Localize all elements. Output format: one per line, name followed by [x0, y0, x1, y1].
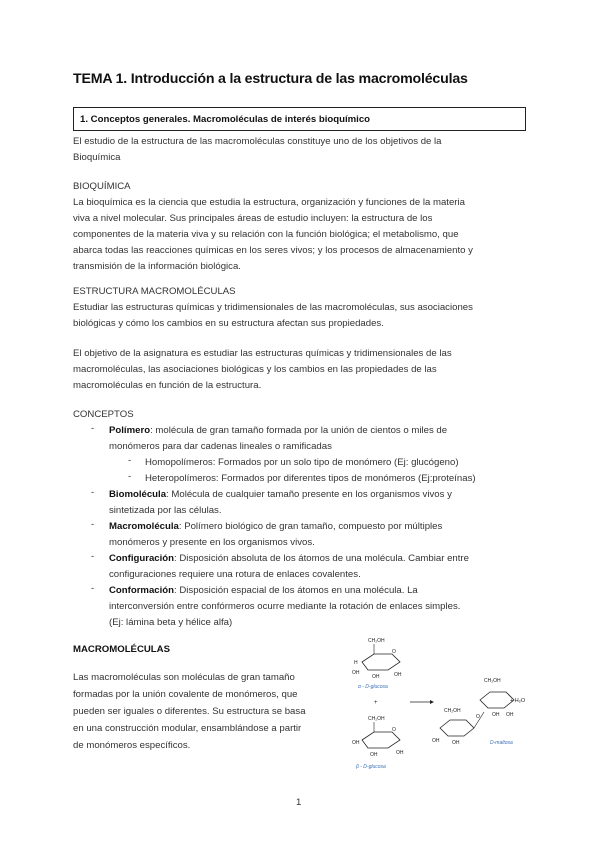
text-line: Bioquímica	[73, 152, 121, 163]
definition-text: : Disposición absoluta de los átomos de una molécula. Cambiar entre	[174, 553, 469, 564]
definition-text: : Polímero biológico de gran tamaño, compuesto por múltiples	[178, 521, 443, 532]
maltose-label: D-maltosa	[490, 740, 513, 746]
definition-text: : Molécula de cualquier tamaño presente en los organismos vivos y	[166, 489, 452, 500]
oh-label: OH	[394, 672, 402, 678]
page-title: TEMA 1. Introducción a la estructura de las macromoléculas	[73, 71, 468, 87]
alpha-glucose-molecule	[352, 638, 402, 690]
concept-polimero	[109, 423, 447, 455]
text-line: Las macromoléculas son moléculas de gran tamaño	[73, 672, 295, 683]
ch2oh-label: CH₂OH	[484, 678, 501, 684]
bioquimica-heading: BIOQUÍMICA	[73, 181, 131, 192]
maltose-formation-diagram	[348, 632, 528, 774]
concept-heteropolimeros: Heteropolímeros: Formados por diferentes tipos de monómeros (Ej:proteínas)	[145, 473, 476, 484]
estructura-heading: ESTRUCTURA MACROMOLÉCULAS	[73, 286, 236, 297]
conceptos-heading: CONCEPTOS	[73, 409, 134, 420]
oh-label: OH	[396, 750, 404, 756]
macromoleculas-heading: MACROMOLÉCULAS	[73, 644, 170, 655]
text-line: El objetivo de la asignatura es estudiar las estructuras químicas y tridimensionales de las	[73, 348, 452, 359]
plus-sign: +	[374, 700, 378, 706]
text-line: viva a nivel molecular. Sus principales áreas de estudio incluyen: la estructura de los	[73, 213, 433, 224]
ring-oxygen-label: O	[392, 727, 396, 733]
page-number: 1	[296, 797, 302, 808]
bullet-dash: -	[91, 423, 95, 434]
definition-text: interconversión entre confórmeros ocurre mediante la rotación de enlaces simples.	[109, 601, 461, 612]
ch2oh-label: CH₂OH	[368, 638, 385, 644]
concept-homopolimeros: Homopolímeros: Formados por un solo tipo de monómero (Ej: glucógeno)	[145, 457, 459, 468]
concept-conformacion	[109, 583, 460, 631]
oh-label: OH	[372, 674, 380, 680]
text-line: abarca todas las reacciones químicas en los seres vivos; y los procesos de almacenamiento y	[73, 245, 473, 256]
concept-biomolecula	[109, 487, 452, 519]
concept-configuracion	[109, 551, 469, 583]
definition-text: monómeros y presente en los organismos vivos.	[109, 537, 315, 548]
text-line: El estudio de la estructura de las macromoléculas constituye uno de los objetivos de la	[73, 136, 442, 147]
term-conformacion: Conformación	[109, 585, 175, 596]
term-macromolecula: Macromolécula	[109, 521, 179, 532]
bullet-dash: -	[91, 519, 95, 530]
estructura-section	[73, 284, 528, 332]
definition-text: : molécula de gran tamaño formada por la unión de cientos o miles de	[150, 425, 448, 436]
term-configuracion: Configuración	[109, 553, 175, 564]
text-line: formadas por la unión covalente de monómeros, que	[73, 689, 298, 700]
ch2oh-label: CH₂OH	[368, 716, 385, 722]
text-line: de monómeros específicos.	[73, 740, 191, 751]
text-line: Estudiar las estructuras químicas y tridimensionales de las macromoléculas, sus asociaciones	[73, 302, 473, 313]
text-line: macromoléculas, las asociaciones biológicas y los cambios en las propiedades de las	[73, 364, 437, 375]
bullet-dash: -	[91, 551, 95, 562]
objetivo-paragraph	[73, 346, 528, 394]
water-label: + H₂O	[510, 698, 526, 704]
definition-text: monómeros para dar cadenas lineales o ramificadas	[109, 441, 332, 452]
beta-glucose-molecule	[352, 716, 404, 770]
maltose-molecule	[432, 678, 514, 746]
section-heading-box	[73, 107, 526, 131]
ring-oxygen-label: O	[392, 649, 396, 655]
bullet-dash: -	[91, 583, 95, 594]
ch2oh-label: CH₂OH	[444, 708, 461, 714]
alpha-glucose-label: α - D-glucosa	[358, 684, 388, 690]
text-line: componentes de la materia viva y su relación con la función biológica; el metabolismo, que	[73, 229, 459, 240]
oh-label: OH	[492, 712, 500, 718]
definition-text: : Disposición espacial de los átomos en una molécula. La	[174, 585, 418, 596]
bullet-dash: -	[91, 487, 95, 498]
oh-label: OH	[352, 740, 360, 746]
term-biomolecula: Biomolécula	[109, 489, 167, 500]
bioquimica-section	[73, 179, 528, 275]
sub-bullet-dash: -	[128, 471, 132, 482]
h-label: H	[354, 660, 358, 666]
text-line: pueden ser iguales o diferentes. Su estructura se basa	[73, 706, 306, 717]
text-line: macromoléculas en función de la estructura.	[73, 380, 262, 391]
text-line: transmisión de la información biológica.	[73, 261, 241, 272]
beta-glucose-label: β - D-glucosa	[356, 764, 386, 770]
text-line: en una construcción modular, ensamblándose a partir	[73, 723, 302, 734]
oh-label: OH	[506, 712, 514, 718]
term-polimero: Polímero	[109, 425, 151, 436]
concept-macromolecula	[109, 519, 442, 551]
oh-label: OH	[432, 738, 440, 744]
text-line: biológicas y cómo los cambios en su estructura afectan sus propiedades.	[73, 318, 384, 329]
oh-label: OH	[370, 752, 378, 758]
glycosidic-oxygen-label: O	[476, 714, 480, 720]
oh-label: OH	[452, 740, 460, 746]
definition-text: (Ej: lámina beta y hélice alfa)	[109, 617, 233, 628]
section-heading: 1. Conceptos generales. Macromoléculas de interés bioquímico	[80, 114, 371, 125]
text-line: La bioquímica es la ciencia que estudia la estructura, organización y funciones de la materia	[73, 197, 465, 208]
sub-bullet-dash: -	[128, 455, 132, 466]
oh-label: OH	[352, 670, 360, 676]
intro-paragraph	[73, 134, 528, 166]
definition-text: sintetizada por las células.	[109, 505, 222, 516]
macromoleculas-paragraph	[73, 669, 343, 754]
definition-text: configuraciones requiere una rotura de enlaces covalentes.	[109, 569, 361, 580]
